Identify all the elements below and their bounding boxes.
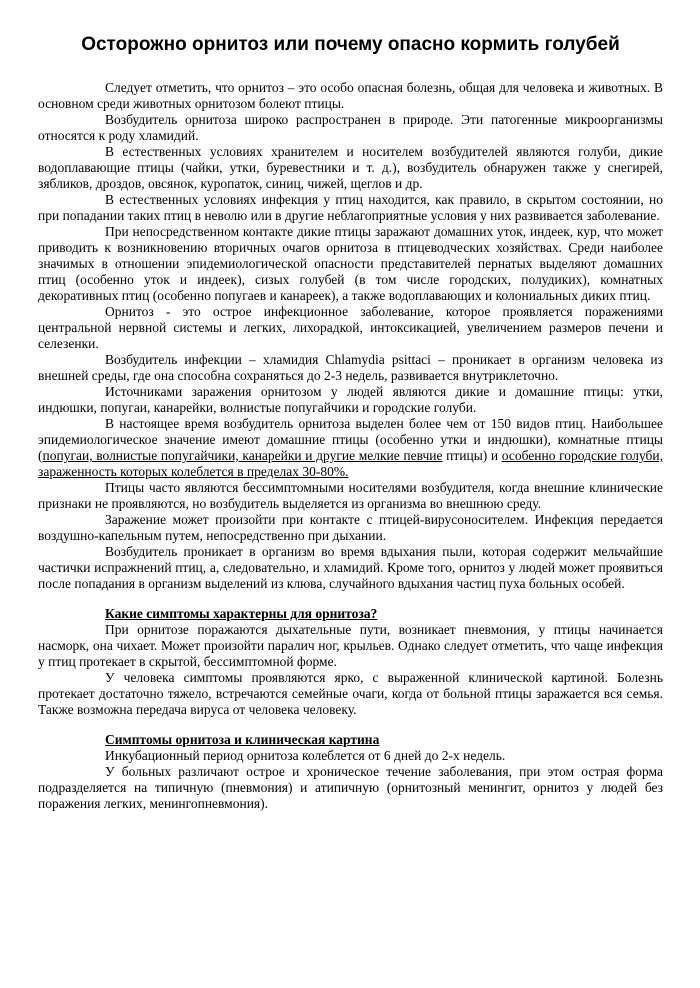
text-run: При орнитозе поражаются дыхательные пути, возникает пневмония, у птицы начинается насморк, она чихает. Может произойти паралич ног, крыльев. Однако следует отметить, что чаще инфекция у птиц протекает в скрытой, бессимптомной форме. (38, 622, 663, 669)
underlined-text-run: особенно городские голуби, зараженность которых колеблется в пределах 30-80%. (38, 448, 663, 479)
paragraph (38, 480, 663, 512)
blank-line (38, 592, 663, 606)
underlined-text-run: Симптомы орнитоза и клиническая картина (105, 732, 380, 747)
text-run: У больных различают острое и хроническое течение заболевания, при этом острая форма подразделяется на типичную (пневмония) и атипичную (орнитозный менингит, орнитоз у людей без поражения легких, менингопневмония). (38, 764, 663, 811)
paragraph (38, 764, 663, 812)
section-heading (38, 606, 663, 622)
text-run: Следует отметить, что орнитоз – это особо опасная болезнь, общая для человека и животных. В основном среди животных орнитозом болеют птицы. (38, 80, 663, 111)
underlined-text-run: попугаи, волнистые попугайчики, канарейки и другие мелкие певчие (42, 448, 443, 463)
paragraph (38, 80, 663, 112)
blank-line (38, 718, 663, 732)
paragraph (38, 384, 663, 416)
text-run: Возбудитель инфекции – хламидия Chlamydia psittaci – проникает в организм человека из внешней среды, где она способна сохраняться до 2-3 недель, развивается внутриклеточно. (38, 352, 663, 383)
paragraph (38, 748, 663, 764)
paragraph (38, 112, 663, 144)
section-heading (38, 732, 663, 748)
paragraph (38, 304, 663, 352)
text-run: Инкубационный период орнитоза колеблется от 6 дней до 2-х недель. (105, 748, 506, 763)
text-run: Возбудитель орнитоза широко распространен в природе. Эти патогенные микроорганизмы относятся к роду хламидий. (38, 112, 663, 143)
paragraph (38, 670, 663, 718)
text-run: Возбудитель проникает в организм во время вдыхания пыли, которая содержит мельчайшие частички испражнений птиц, а, следовательно, и хламидий. Кроме того, орнитоз у людей может проявиться после попадания в организм выделений из клюва, случайного вдыхания частиц пуха больных особей. (38, 544, 663, 591)
text-run: Птицы часто являются бессимптомными носителями возбудителя, когда внешние клинические признаки не проявляются, но возбудитель выделяется из организма во внешнюю среду. (38, 480, 663, 511)
paragraph (38, 544, 663, 592)
paragraph (38, 622, 663, 670)
text-run: Заражение может произойти при контакте с птицей-вирусоносителем. Инфекция передается воздушно-капельным путем, непосредственно при дыхании. (38, 512, 663, 543)
paragraph (38, 512, 663, 544)
paragraph (38, 144, 663, 192)
paragraph (38, 224, 663, 304)
document-title: Осторожно орнитоз или почему опасно кормить голубей (81, 34, 620, 55)
text-run: В настоящее время возбудитель орнитоза выделен более чем от 150 видов птиц. Наибольшее эпидемиологическое значение имеют домашние птицы (особенно утки и индюшки), комнатные птицы ( (38, 416, 663, 463)
document-body (38, 80, 663, 812)
paragraph (38, 352, 663, 384)
text-run: В естественных условиях инфекция у птиц находится, как правило, в скрытом состоянии, но при попадании таких птиц в неволю или в другие неблагоприятные условия у них развивается заболевание. (38, 192, 663, 223)
text-run: У человека симптомы проявляются ярко, с выраженной клинической картиной. Болезнь протекает достаточно тяжело, встречаются семейные очаги, когда от больной птицы заражается вся семья. Также возможна передача вируса от человека человеку. (38, 670, 663, 717)
paragraph (38, 416, 663, 480)
underlined-text-run: Какие симптомы характерны для орнитоза? (105, 606, 378, 621)
text-run: Орнитоз - это острое инфекционное заболевание, которое проявляется поражениями центральной нервной системы и легких, лихорадкой, интоксикацией, увеличением размеров печени и селезенки. (38, 304, 663, 351)
text-run: В естественных условиях хранителем и носителем возбудителей являются голуби, дикие водоплавающие птицы (чайки, утки, буревестники и т. д.), возбудитель обнаружен также у снегирей, зябликов, дроздов, овсянок, куропаток, синиц, чижей, щеглов и др. (38, 144, 663, 191)
text-run: Источниками заражения орнитозом у людей являются дикие и домашние птицы: утки, индюшки, попугаи, канарейки, волнистые попугайчики и городские голуби. (38, 384, 663, 415)
text-run: При непосредственном контакте дикие птицы заражают домашних уток, индеек, кур, что может приводить к возникновению вторичных очагов орнитоза в птицеводческих хозяйствах. Среди наиболее значимых в отношении эпидемиологической опасности представителей пернатых выделяют домашних птиц (особенно уток и индеек), сизых голубей (в том числе городских, полудиких), комнатных декоративных птиц (особенно попугаев и канареек), а также водоплавающих и колониальных диких птиц. (38, 224, 663, 303)
text-run: птицы) и (442, 448, 502, 463)
paragraph (38, 192, 663, 224)
